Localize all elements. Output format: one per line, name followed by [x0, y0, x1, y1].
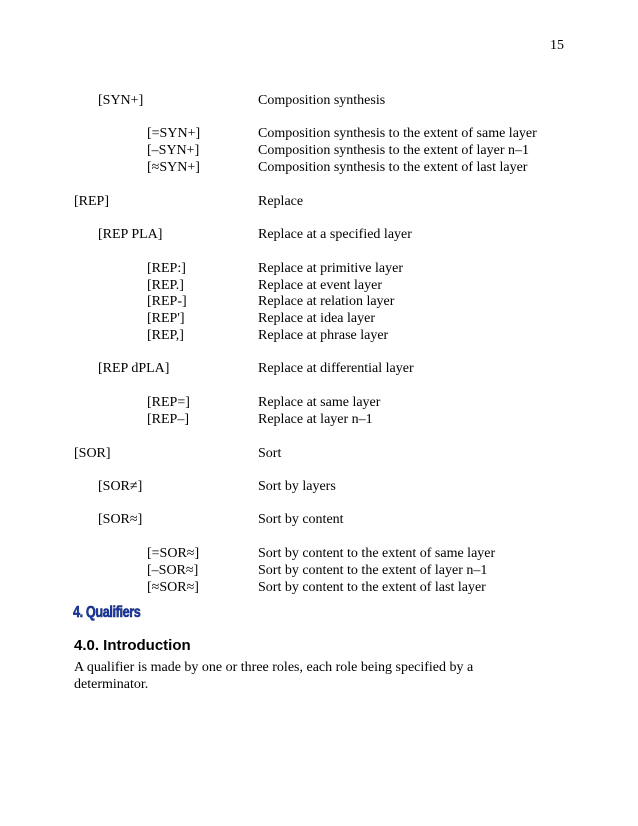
operator-code: [=SOR≈]: [147, 546, 200, 561]
operator-code: [REP:]: [147, 261, 186, 276]
operator-description: Sort by layers: [258, 479, 336, 494]
operator-description: Sort by content to the extent of layer n–1: [258, 563, 488, 578]
operator-code: [REP,]: [147, 328, 184, 343]
operator-code: [–SYN+]: [147, 143, 200, 158]
sub-heading: 4.0. Introduction: [74, 637, 191, 654]
operator-description: Replace at relation layer: [258, 294, 395, 309]
operator-description: Sort by content to the extent of same layer: [258, 546, 496, 561]
operator-code: [REP.]: [147, 278, 184, 293]
operator-description: Replace at idea layer: [258, 311, 375, 326]
body-paragraph: A qualifier is made by one or three roles, each role being specified by a determinator.: [74, 660, 474, 692]
section-heading: 4. Qualifiers: [73, 604, 141, 621]
operator-description: Replace at differential layer: [258, 361, 414, 376]
operator-description: Composition synthesis to the extent of last layer: [258, 160, 528, 175]
operator-description: Replace at primitive layer: [258, 261, 403, 276]
operator-description: Composition synthesis to the extent of same layer: [258, 126, 537, 141]
operator-code: [REP PLA]: [98, 227, 163, 242]
operator-code: [REP–]: [147, 412, 189, 427]
operator-code: [SOR≈]: [98, 512, 143, 527]
page-number: 15: [550, 38, 564, 53]
operator-description: Replace at a specified layer: [258, 227, 412, 242]
operator-code: [REP dPLA]: [98, 361, 170, 376]
operator-code: [REP']: [147, 311, 185, 326]
operator-description: Replace at same layer: [258, 395, 381, 410]
operator-description: Sort by content to the extent of last layer: [258, 580, 486, 595]
operator-description: Composition synthesis to the extent of layer n–1: [258, 143, 530, 158]
operator-code: [≈SOR≈]: [147, 580, 199, 595]
operator-code: [SYN+]: [98, 93, 144, 108]
operator-description: Replace at phrase layer: [258, 328, 389, 343]
operator-description: Sort by content: [258, 512, 344, 527]
operator-code: [REP]: [74, 194, 109, 209]
operator-code: [–SOR≈]: [147, 563, 199, 578]
operator-code: [≈SYN+]: [147, 160, 200, 175]
operator-code: [REP-]: [147, 294, 187, 309]
operator-code: [SOR≠]: [98, 479, 143, 494]
operator-description: Replace at event layer: [258, 278, 382, 293]
operator-code: [SOR]: [74, 446, 111, 461]
operator-description: Replace at layer n–1: [258, 412, 373, 427]
operator-code: [REP=]: [147, 395, 190, 410]
operator-description: Sort: [258, 446, 282, 461]
operator-description: Composition synthesis: [258, 93, 386, 108]
operator-description: Replace: [258, 194, 304, 209]
operator-code: [=SYN+]: [147, 126, 201, 141]
